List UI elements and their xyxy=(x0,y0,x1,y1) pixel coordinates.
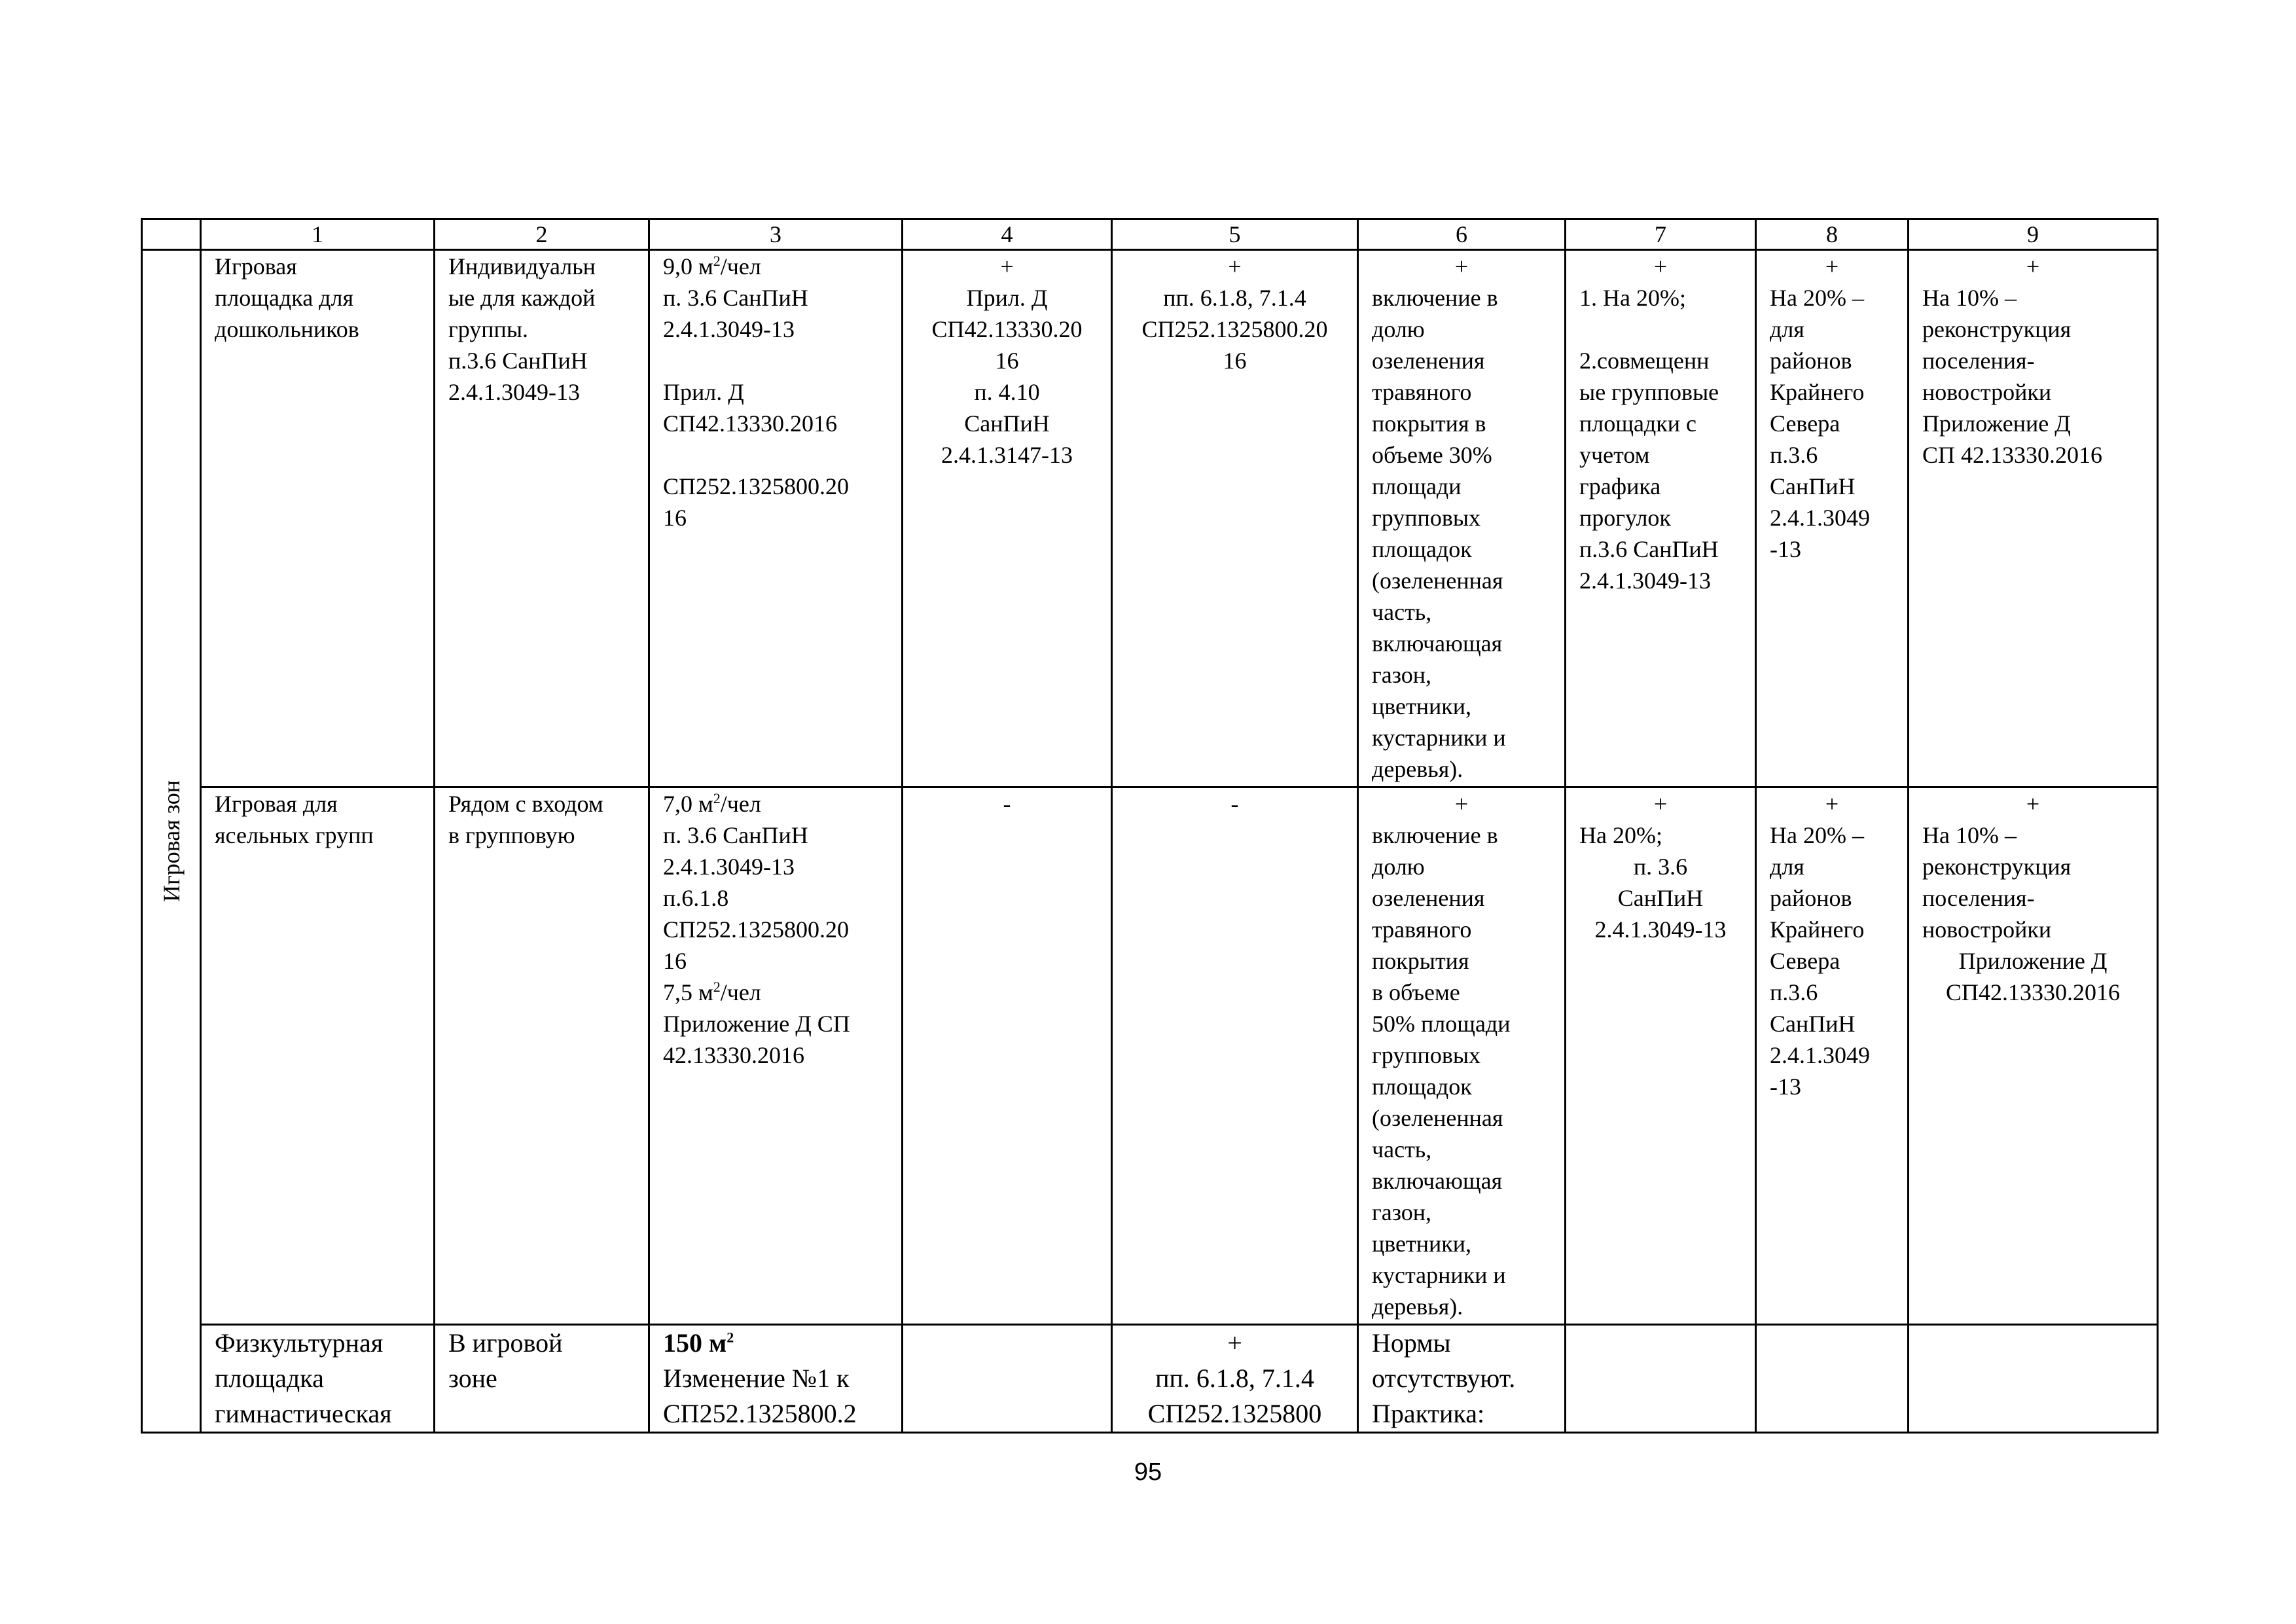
table-cell xyxy=(1909,1325,2158,1433)
table-cell xyxy=(1756,250,1909,787)
table-cell xyxy=(649,250,903,787)
area-norm-2: 7,5 м xyxy=(663,979,713,1005)
table-cell xyxy=(903,1325,1112,1433)
header-cell: 5 xyxy=(1112,219,1358,250)
cell-text: На 20% – для районов Крайнего Севера п.3.6 СанПиН 2.4.1.3049 -13 xyxy=(1770,285,1870,562)
header-cell: 8 xyxy=(1756,219,1909,250)
table-cell xyxy=(903,250,1112,787)
table-row xyxy=(142,1325,2158,1433)
table-cell: + пп. 6.1.8, 7.1.4 СП252.1325800 xyxy=(1112,1325,1358,1433)
area-norm-2-sup: 2 xyxy=(713,979,721,995)
cell-text: На 20%; xyxy=(1579,822,1662,848)
table-cell xyxy=(1112,250,1358,787)
norms-table xyxy=(141,218,2159,1434)
header-cell: 4 xyxy=(903,219,1112,250)
cell-text: Приложение Д СП42.13330.2016 xyxy=(1945,948,2120,1005)
table-row xyxy=(142,787,2158,1325)
cell-text: п. 3.6 СанПиН 2.4.1.3049-13 xyxy=(1594,854,1727,943)
header-cell: 9 xyxy=(1909,219,2158,250)
table-cell xyxy=(1358,787,1566,1325)
table-cell: Физкультурная площадка гимнастическая xyxy=(201,1325,435,1433)
plus-mark: + xyxy=(1825,253,1839,280)
area-norm-sources: п. 3.6 СанПиН 2.4.1.3049-13 п.6.1.8 СП252.1325800.20 16 xyxy=(663,822,850,974)
table-cell xyxy=(1909,787,2158,1325)
area-norm-sources: п. 3.6 СанПиН 2.4.1.3049-13 Прил. Д СП42.13330.2016 СП252.1325800.20 16 xyxy=(663,285,850,531)
area-norm-source: Изменение №1 к СП252.1325800.2 xyxy=(663,1363,857,1428)
area-norm-sup: 2 xyxy=(726,1329,734,1346)
zone-label-cell xyxy=(142,250,201,1433)
cell-text: включение в долю озеленения травяного покрытия в объеме 30% площади групповых площадок (озелененная часть, включающая газон, цветники, кустарники и деревья). xyxy=(1372,285,1506,782)
dash-mark: - xyxy=(1230,791,1239,817)
area-norm-2-source: Приложение Д СП 42.13330.2016 xyxy=(663,1011,850,1068)
table-cell xyxy=(1756,1325,1909,1433)
table-cell: Нормы отсутствуют. Практика: xyxy=(1358,1325,1566,1433)
cell-text: 1. На 20%; 2.совмещенн ые групповые площадки с учетом графика прогулок п.3.6 СанПиН 2.4.1.3049-13 xyxy=(1579,285,1719,594)
dash-mark: - xyxy=(1003,791,1011,817)
header-cell: 2 xyxy=(435,219,649,250)
area-norm-unit: /чел xyxy=(720,253,761,280)
cell-text: + Прил. Д СП42.13330.20 16 п. 4.10 СанПиН 2.4.1.3147-13 xyxy=(931,253,1083,468)
area-norm: 7,0 м xyxy=(663,791,713,817)
table-cell xyxy=(1909,250,2158,787)
zone-label: Игровая зон xyxy=(158,780,185,903)
table-cell xyxy=(649,1325,903,1433)
table-cell: Рядом с входом в групповую xyxy=(435,787,649,1325)
plus-mark: + xyxy=(1454,253,1469,280)
table-cell xyxy=(1566,1325,1756,1433)
plus-mark: + xyxy=(1653,791,1668,817)
area-norm: 9,0 м xyxy=(663,253,713,280)
header-cell: 1 xyxy=(201,219,435,250)
table-cell: Игровая площадка для дошкольников xyxy=(201,250,435,787)
header-cell: 3 xyxy=(649,219,903,250)
cell-text: + пп. 6.1.8, 7.1.4 СП252.1325800.20 16 xyxy=(1141,253,1328,374)
cell-text: включение в долю озеленения травяного покрытия в объеме 50% площади групповых площадок (озелененная часть, включающая газон, цветники, кустарники и деревья). xyxy=(1372,822,1511,1320)
plus-mark: + xyxy=(1653,253,1668,280)
plus-mark: + xyxy=(1825,791,1839,817)
table-cell: Индивидуальн ые для каждой группы. п.3.6 СанПиН 2.4.1.3049-13 xyxy=(435,250,649,787)
header-cell: 6 xyxy=(1358,219,1566,250)
area-norm-sup: 2 xyxy=(713,790,721,806)
cell-text: На 10% – реконструкция поселения- новостройки Приложение Д СП 42.13330.2016 xyxy=(1922,285,2103,468)
area-norm-unit: /чел xyxy=(720,791,761,817)
cell-text: На 20% – для районов Крайнего Севера п.3.6 СанПиН 2.4.1.3049 -13 xyxy=(1770,822,1870,1100)
area-norm-2-unit: /чел xyxy=(720,979,761,1005)
table-cell xyxy=(649,787,903,1325)
header-cell: 7 xyxy=(1566,219,1756,250)
table-cell xyxy=(1756,787,1909,1325)
table-row xyxy=(142,250,2158,787)
area-norm: 150 м xyxy=(663,1328,727,1358)
page-number: 95 xyxy=(1134,1458,1162,1486)
area-norm-sup: 2 xyxy=(713,253,721,269)
table-cell xyxy=(1566,787,1756,1325)
table-cell: В игровой зоне xyxy=(435,1325,649,1433)
cell-text: На 10% – реконструкция поселения- новостройки xyxy=(1922,822,2072,943)
table-cell xyxy=(1358,250,1566,787)
table-cell: Игровая для ясельных групп xyxy=(201,787,435,1325)
plus-mark: + xyxy=(2026,791,2040,817)
plus-mark: + xyxy=(1454,791,1469,817)
plus-mark: + xyxy=(2026,253,2040,280)
table-cell xyxy=(1566,250,1756,787)
table-cell xyxy=(903,787,1112,1325)
table-cell xyxy=(1112,787,1358,1325)
header-cell-zone xyxy=(142,219,201,250)
table-header-row xyxy=(142,219,2158,250)
